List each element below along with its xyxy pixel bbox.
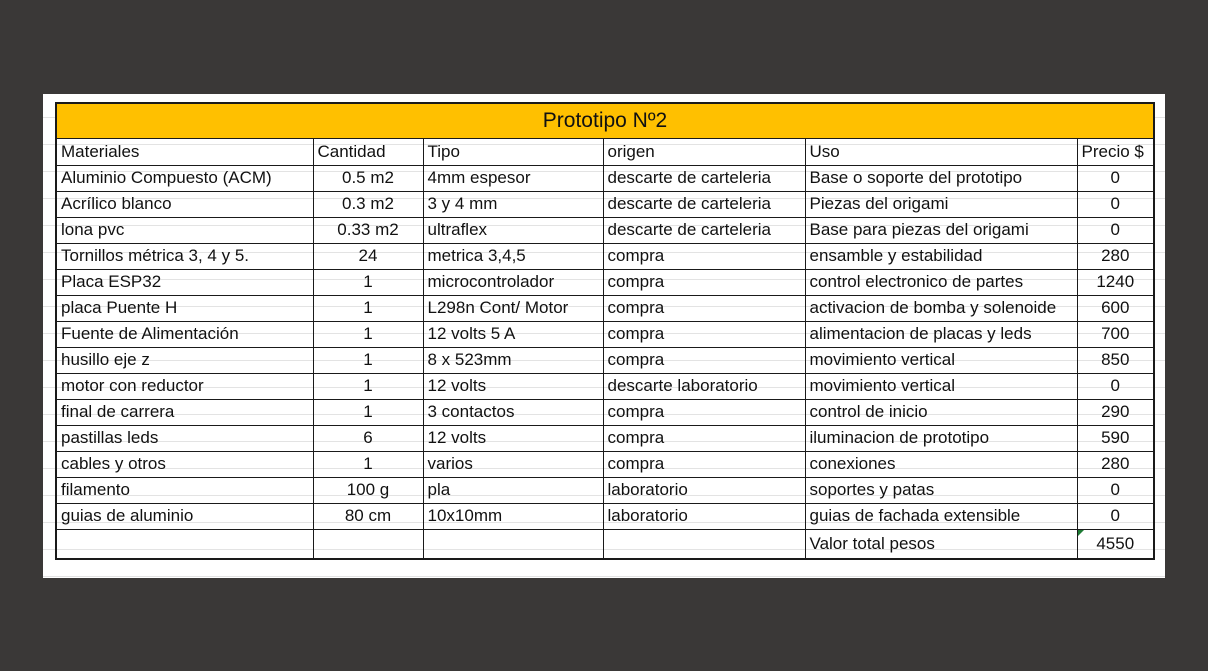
uso-cell[interactable]: alimentacion de placas y leds xyxy=(805,321,1077,347)
table-row xyxy=(57,191,1153,217)
precio-cell[interactable]: 0 xyxy=(1077,191,1153,217)
uso-cell[interactable]: soportes y patas xyxy=(805,477,1077,503)
material-cell[interactable]: filamento xyxy=(57,477,313,503)
cantidad-cell[interactable]: 1 xyxy=(313,295,423,321)
table-title[interactable]: Prototipo Nº2 xyxy=(57,104,1153,139)
header-cell[interactable]: Uso xyxy=(805,139,1077,165)
origen-cell[interactable]: descarte laboratorio xyxy=(603,373,805,399)
empty-cell[interactable] xyxy=(603,529,805,558)
precio-cell[interactable]: 850 xyxy=(1077,347,1153,373)
origen-cell[interactable]: descarte de carteleria xyxy=(603,217,805,243)
material-cell[interactable]: lona pvc xyxy=(57,217,313,243)
origen-cell[interactable]: compra xyxy=(603,243,805,269)
uso-cell[interactable]: conexiones xyxy=(805,451,1077,477)
empty-cell[interactable] xyxy=(57,529,313,558)
precio-cell[interactable]: 700 xyxy=(1077,321,1153,347)
empty-cell[interactable] xyxy=(313,529,423,558)
spreadsheet-area xyxy=(43,94,1165,578)
tipo-cell[interactable]: pla xyxy=(423,477,603,503)
precio-cell[interactable]: 1240 xyxy=(1077,269,1153,295)
precio-cell[interactable]: 280 xyxy=(1077,243,1153,269)
material-cell[interactable]: Tornillos métrica 3, 4 y 5. xyxy=(57,243,313,269)
material-cell[interactable]: pastillas leds xyxy=(57,425,313,451)
material-cell[interactable]: placa Puente H xyxy=(57,295,313,321)
table-row xyxy=(57,477,1153,503)
cantidad-cell[interactable]: 100 g xyxy=(313,477,423,503)
origen-cell[interactable]: compra xyxy=(603,399,805,425)
header-cell[interactable]: origen xyxy=(603,139,805,165)
cantidad-cell[interactable]: 1 xyxy=(313,269,423,295)
tipo-cell[interactable]: 12 volts 5 A xyxy=(423,321,603,347)
origen-cell[interactable]: compra xyxy=(603,347,805,373)
uso-cell[interactable]: movimiento vertical xyxy=(805,373,1077,399)
tipo-cell[interactable]: ultraflex xyxy=(423,217,603,243)
materials-table xyxy=(57,139,1153,558)
uso-cell[interactable]: iluminacion de prototipo xyxy=(805,425,1077,451)
precio-cell[interactable]: 280 xyxy=(1077,451,1153,477)
origen-cell[interactable]: laboratorio xyxy=(603,503,805,529)
precio-cell[interactable]: 0 xyxy=(1077,165,1153,191)
material-cell[interactable]: cables y otros xyxy=(57,451,313,477)
uso-cell[interactable]: Base o soporte del prototipo xyxy=(805,165,1077,191)
table-row xyxy=(57,425,1153,451)
tipo-cell[interactable]: 10x10mm xyxy=(423,503,603,529)
origen-cell[interactable]: compra xyxy=(603,295,805,321)
material-cell[interactable]: husillo eje z xyxy=(57,347,313,373)
table-row xyxy=(57,295,1153,321)
cantidad-cell[interactable]: 6 xyxy=(313,425,423,451)
tipo-cell[interactable]: 3 contactos xyxy=(423,399,603,425)
tipo-cell[interactable]: 8 x 523mm xyxy=(423,347,603,373)
material-cell[interactable]: Acrílico blanco xyxy=(57,191,313,217)
total-value[interactable]: 4550 xyxy=(1077,529,1153,558)
precio-cell[interactable]: 590 xyxy=(1077,425,1153,451)
uso-cell[interactable]: activacion de bomba y solenoide xyxy=(805,295,1077,321)
material-cell[interactable]: final de carrera xyxy=(57,399,313,425)
cantidad-cell[interactable]: 24 xyxy=(313,243,423,269)
uso-cell[interactable]: control electronico de partes xyxy=(805,269,1077,295)
table-row xyxy=(57,399,1153,425)
material-cell[interactable]: guias de aluminio xyxy=(57,503,313,529)
material-cell[interactable]: motor con reductor xyxy=(57,373,313,399)
tipo-cell[interactable]: L298n Cont/ Motor xyxy=(423,295,603,321)
uso-cell[interactable]: Base para piezas del origami xyxy=(805,217,1077,243)
precio-cell[interactable]: 600 xyxy=(1077,295,1153,321)
origen-cell[interactable]: compra xyxy=(603,321,805,347)
precio-cell[interactable]: 0 xyxy=(1077,373,1153,399)
empty-cell[interactable] xyxy=(423,529,603,558)
uso-cell[interactable]: ensamble y estabilidad xyxy=(805,243,1077,269)
cantidad-cell[interactable]: 80 cm xyxy=(313,503,423,529)
header-cell[interactable]: Tipo xyxy=(423,139,603,165)
header-row xyxy=(57,139,1153,165)
precio-cell[interactable]: 0 xyxy=(1077,217,1153,243)
header-cell[interactable]: Materiales xyxy=(57,139,313,165)
tipo-cell[interactable]: 4mm espesor xyxy=(423,165,603,191)
cantidad-cell[interactable]: 1 xyxy=(313,321,423,347)
cantidad-cell[interactable]: 0.3 m2 xyxy=(313,191,423,217)
tipo-cell[interactable]: varios xyxy=(423,451,603,477)
cantidad-cell[interactable]: 0.5 m2 xyxy=(313,165,423,191)
tipo-cell[interactable]: microcontrolador xyxy=(423,269,603,295)
cantidad-cell[interactable]: 0.33 m2 xyxy=(313,217,423,243)
table-row xyxy=(57,269,1153,295)
origen-cell[interactable]: descarte de carteleria xyxy=(603,191,805,217)
origen-cell[interactable]: compra xyxy=(603,425,805,451)
total-label[interactable]: Valor total pesos xyxy=(805,529,1077,558)
material-cell[interactable]: Placa ESP32 xyxy=(57,269,313,295)
uso-cell[interactable]: Piezas del origami xyxy=(805,191,1077,217)
origen-cell[interactable]: compra xyxy=(603,451,805,477)
cantidad-cell[interactable]: 1 xyxy=(313,399,423,425)
material-cell[interactable]: Fuente de Alimentación xyxy=(57,321,313,347)
table-row xyxy=(57,165,1153,191)
table-row xyxy=(57,373,1153,399)
uso-cell[interactable]: guias de fachada extensible xyxy=(805,503,1077,529)
table-row xyxy=(57,321,1153,347)
cantidad-cell[interactable]: 1 xyxy=(313,373,423,399)
precio-cell[interactable]: 0 xyxy=(1077,477,1153,503)
uso-cell[interactable]: control de inicio xyxy=(805,399,1077,425)
cantidad-cell[interactable]: 1 xyxy=(313,347,423,373)
precio-cell[interactable]: 0 xyxy=(1077,503,1153,529)
cantidad-cell[interactable]: 1 xyxy=(313,451,423,477)
material-cell[interactable]: Aluminio Compuesto (ACM) xyxy=(57,165,313,191)
origen-cell[interactable]: compra xyxy=(603,269,805,295)
table-row xyxy=(57,451,1153,477)
prototype-table xyxy=(55,102,1155,560)
table-row xyxy=(57,503,1153,529)
tipo-cell[interactable]: 12 volts xyxy=(423,373,603,399)
tipo-cell[interactable]: 3 y 4 mm xyxy=(423,191,603,217)
table-row xyxy=(57,217,1153,243)
uso-cell[interactable]: movimiento vertical xyxy=(805,347,1077,373)
origen-cell[interactable]: laboratorio xyxy=(603,477,805,503)
precio-cell[interactable]: 290 xyxy=(1077,399,1153,425)
tipo-cell[interactable]: 12 volts xyxy=(423,425,603,451)
table-row xyxy=(57,243,1153,269)
header-cell[interactable]: Precio $ xyxy=(1077,139,1153,165)
header-cell[interactable]: Cantidad xyxy=(313,139,423,165)
total-row xyxy=(57,529,1153,558)
table-row xyxy=(57,347,1153,373)
origen-cell[interactable]: descarte de carteleria xyxy=(603,165,805,191)
tipo-cell[interactable]: metrica 3,4,5 xyxy=(423,243,603,269)
